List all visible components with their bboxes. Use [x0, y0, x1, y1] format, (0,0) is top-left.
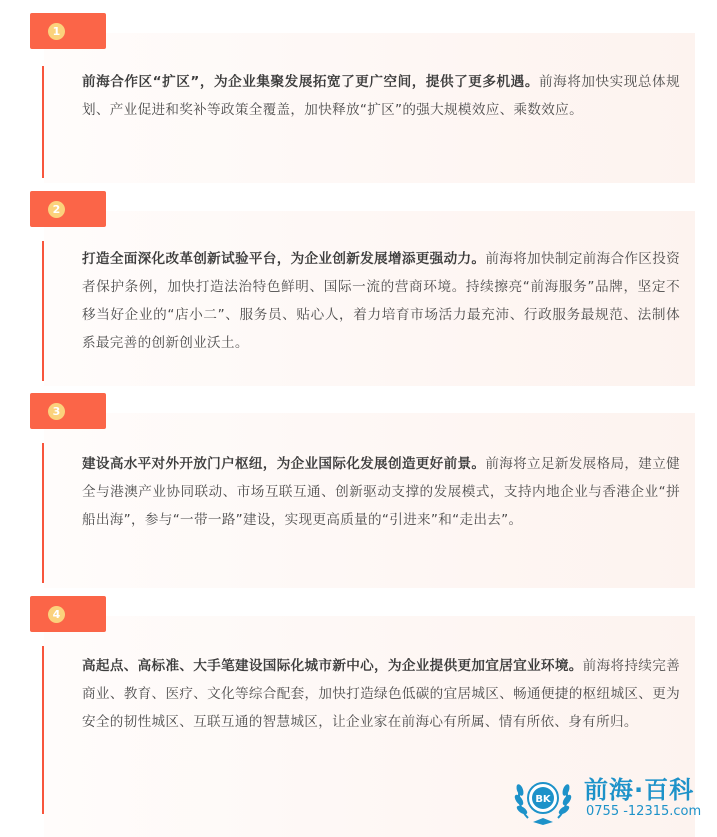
section-text	[82, 652, 680, 736]
section-headline: 高起点、高标准、大手笔建设国际化城市新中心，为企业提供更加宜居宜业环境。	[82, 658, 583, 674]
section-headline: 建设高水平对外开放门户枢纽，为企业国际化发展创造更好前景。	[82, 456, 486, 472]
timeline-line	[42, 646, 44, 814]
section-body: 前海将加快制定前海合作区投资者保护条例，加快打造法治特色鲜明、国际一流的营商环境。持续擦亮“前海服务”品牌，坚定不移当好企业的“店小二”、服务员、贴心人，着力培育市场活力最充沛、行政服务最规范、法制体系最完善的创新创业沃土。	[82, 251, 680, 351]
section-body: 前海将持续完善商业、教育、医疗、文化等综合配套，加快打造绿色低碳的宜居城区、畅通便捷的枢纽城区、更为安全的韧性城区、互联互通的智慧城区，让企业家在前海心有所属、情有所依、身有所归。	[82, 658, 680, 730]
section-text	[82, 245, 680, 357]
section-number: 2	[48, 201, 65, 218]
section-number: 3	[48, 403, 65, 420]
section-badge	[30, 191, 106, 227]
section-1	[0, 13, 717, 183]
laurel-emblem-icon	[510, 768, 576, 828]
section-badge	[30, 596, 106, 632]
timeline-line	[42, 66, 44, 178]
watermark	[510, 768, 710, 828]
timeline-line	[42, 443, 44, 583]
section-headline: 前海合作区“扩区”，为企业集聚发展拓宽了更广空间，提供了更多机遇。	[82, 74, 539, 90]
section-2	[0, 191, 717, 386]
logo-text: BK	[535, 794, 551, 805]
section-number: 1	[48, 23, 65, 40]
section-number: 4	[48, 606, 65, 623]
section-badge	[30, 13, 106, 49]
timeline-line	[42, 241, 44, 381]
section-badge	[30, 393, 106, 429]
watermark-title: 前海·百科	[584, 776, 695, 804]
section-body: 前海将立足新发展格局，建立健全与港澳产业协同联动、市场互联互通、创新驱动支撑的发展模式，支持内地企业与香港企业“拼船出海”，参与“一带一路”建设，实现更高质量的“引进来”和“走出去”。	[82, 456, 680, 528]
watermark-url: 0755 -12315.com	[586, 804, 702, 819]
section-text	[82, 450, 680, 534]
section-text	[82, 68, 680, 124]
section-3	[0, 393, 717, 588]
section-body: 前海将加快实现总体规划、产业促进和奖补等政策全覆盖，加快释放“扩区”的强大规模效应、乘数效应。	[82, 74, 681, 118]
section-headline: 打造全面深化改革创新试验平台，为企业创新发展增添更强动力。	[82, 251, 486, 267]
